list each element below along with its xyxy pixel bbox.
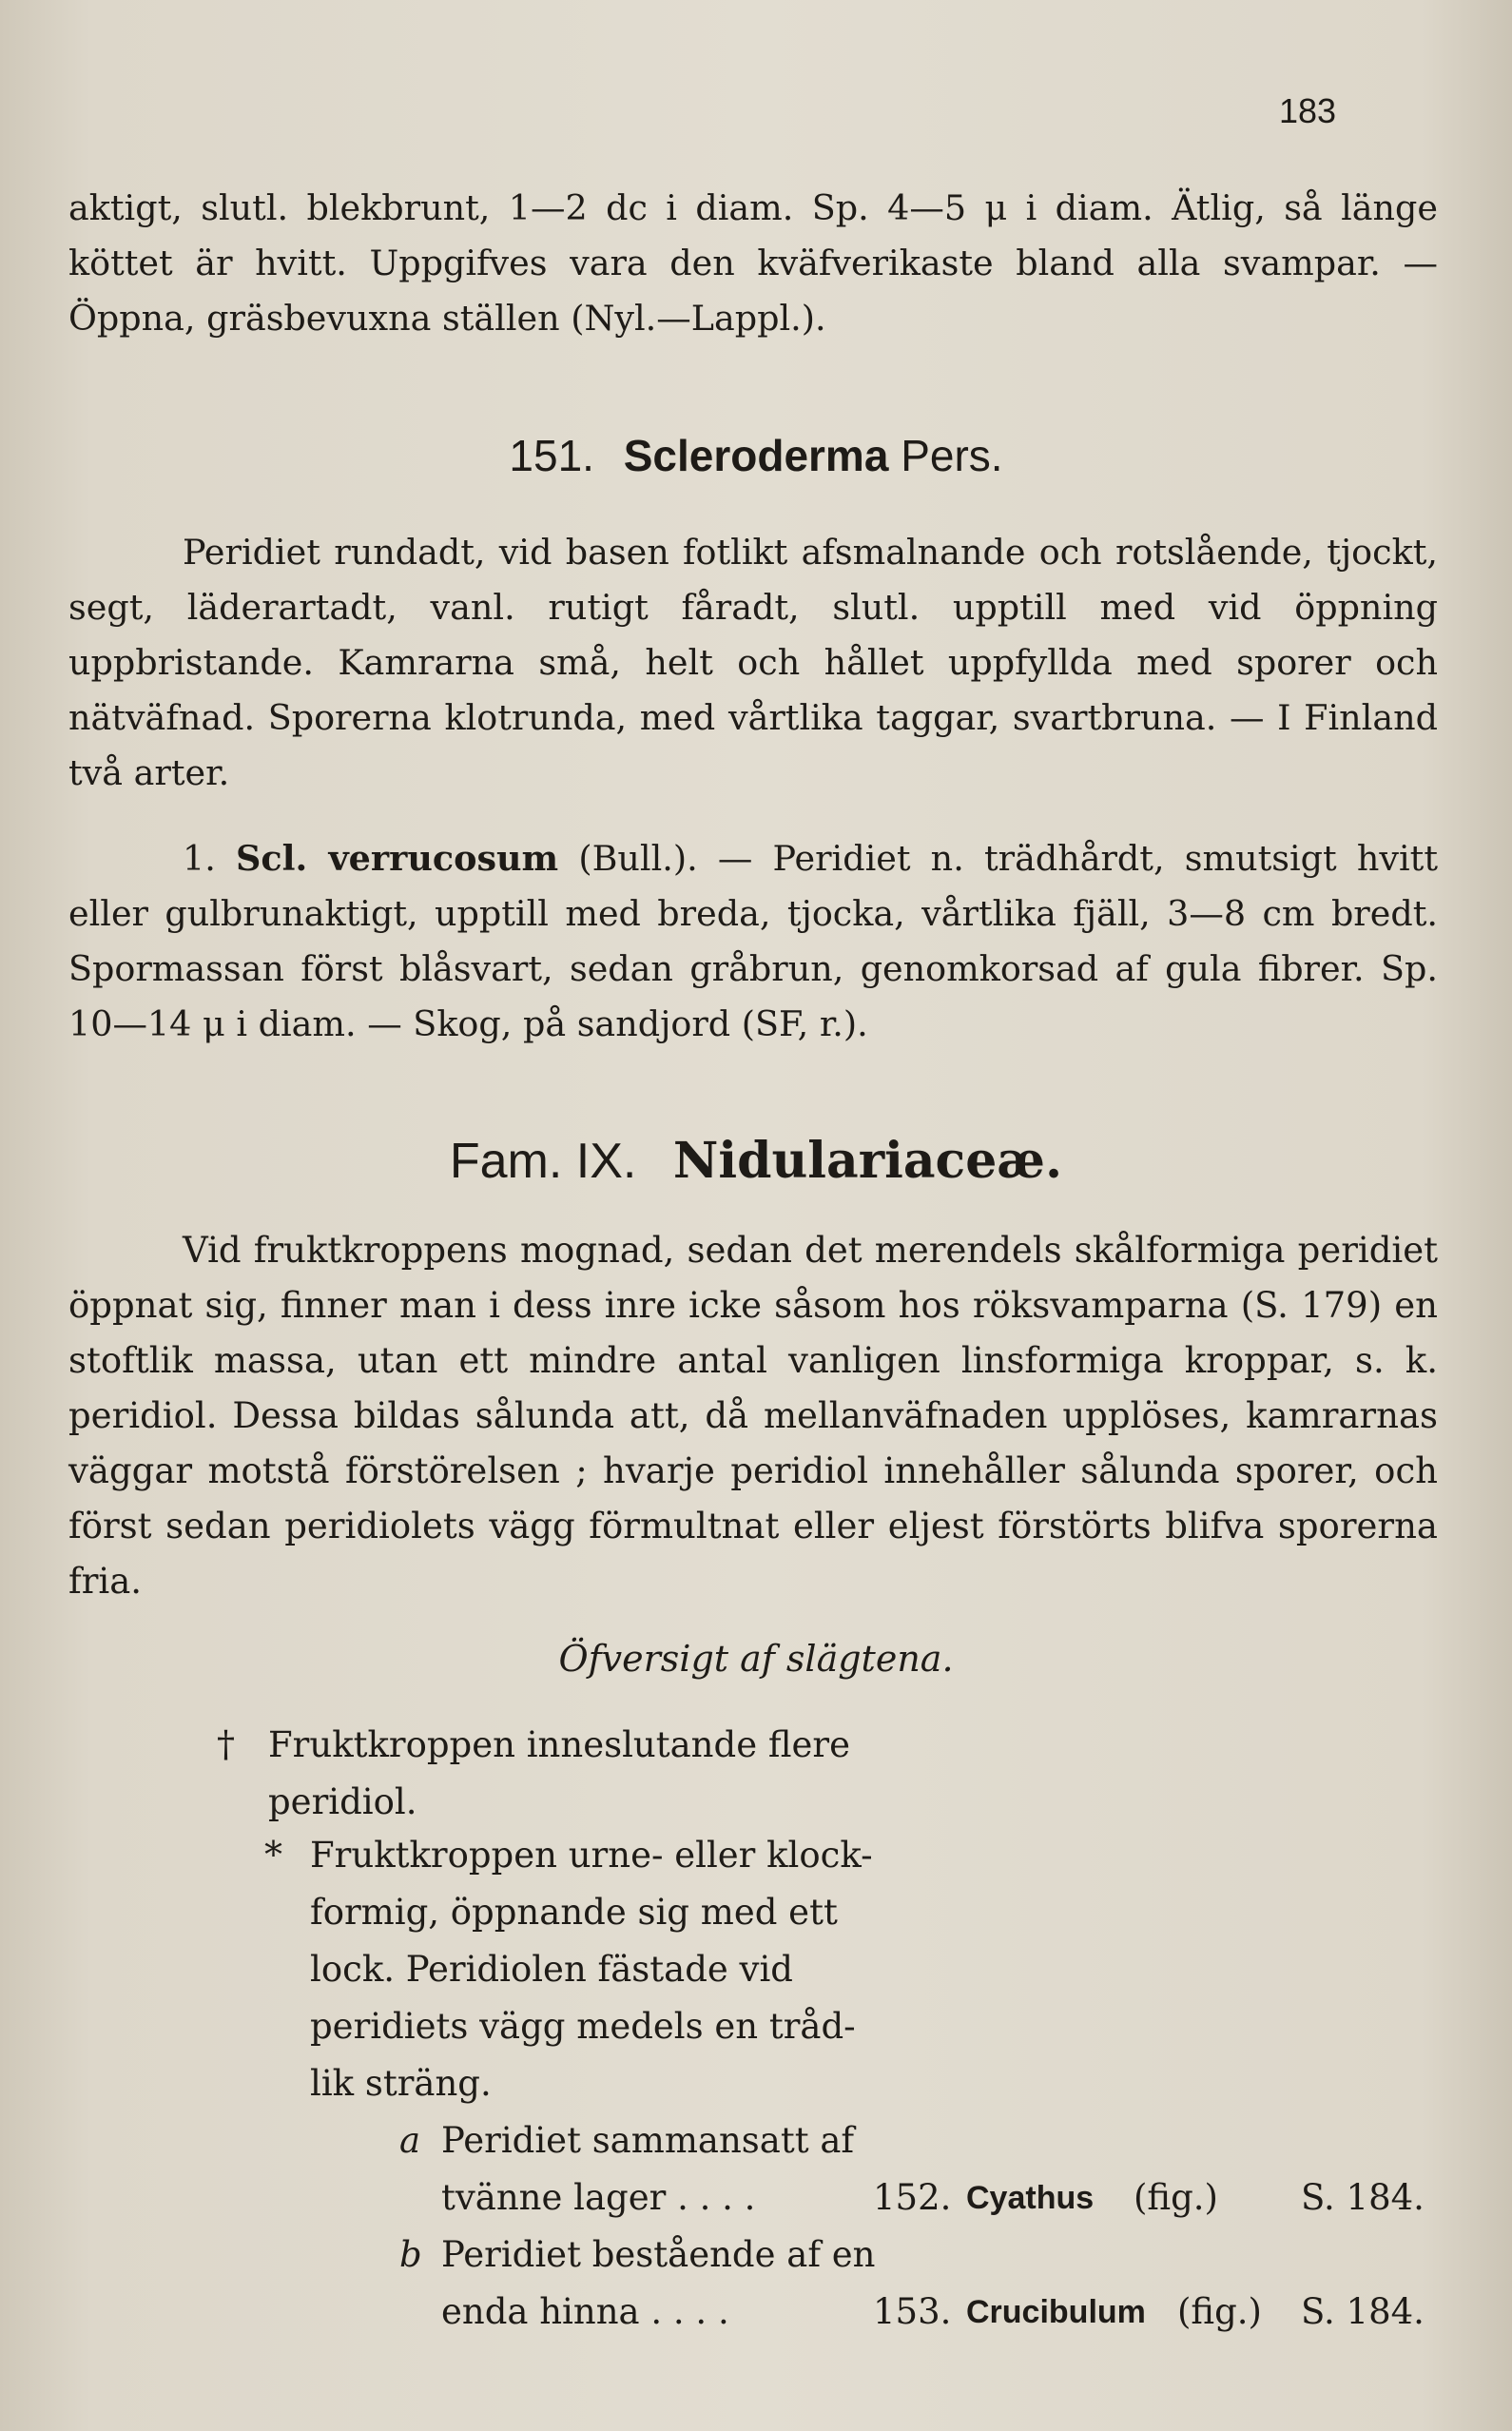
key-b-line-2: enda hinna . . . .	[441, 2291, 729, 2332]
family-description	[68, 1223, 1438, 1609]
key-dagger-line-2: peridiol.	[268, 1781, 417, 1822]
intro-text: aktigt, slutl. blekbrunt, 1—2 dc i diam. Sp. 4—5 μ i diam. Ätlig, så länge köttet är hvitt. Uppgifves vara den kväfverikaste bland alla svampar. — Öppna, gräsbevuxna ställen (Nyl.—Lappl.).	[68, 187, 1438, 339]
star-mark: *	[264, 1834, 282, 1876]
key-b-number: 153.	[873, 2291, 952, 2332]
key-b-line-1: Peridiet bestående af en	[441, 2234, 876, 2275]
key-a-letter: a	[399, 2120, 421, 2161]
key-star-line-2: formig, öppnande sig med ett	[310, 1892, 838, 1933]
genus-151-text: Peridiet rundadt, vid basen fotlikt afsmalnande och rotslående, tjockt, segt, läderartadt, vanl. rutigt fåradt, slutl. upptill med vid öppning uppbristande. Kamrarna små, helt och hållet uppfyllda med sporer och nätväfnad. Sporerna klotrunda, med vårtlika taggar, svartbruna. — I Finland två arter.	[68, 532, 1438, 793]
key-star-line-4: peridiets vägg medels en tråd-	[310, 2006, 856, 2047]
species-1-name: Scl. verrucosum	[236, 838, 559, 879]
key-a-fig: (fig.)	[1134, 2177, 1218, 2218]
key-b-letter: b	[399, 2234, 422, 2275]
family-name: Nidulariaceæ.	[672, 1132, 1063, 1190]
key-star-line-3: lock. Peridiolen fästade vid	[310, 1949, 793, 1990]
intro-paragraph	[68, 181, 1438, 346]
key-dagger-line-1: Fruktkroppen inneslutande flere	[268, 1724, 851, 1765]
page-number: 183	[1279, 91, 1337, 130]
key-a-line-2: tvänne lager . . . .	[441, 2177, 756, 2218]
genus-151-number: 151.	[509, 431, 594, 480]
key-star-line-5: lik sträng.	[310, 2063, 492, 2104]
dagger-mark: †	[217, 1723, 235, 1765]
key-a-number: 152.	[873, 2177, 952, 2218]
family-text: Vid fruktkroppens mognad, sedan det merendels skålformiga peridiet öppnat sig, finner man i dess inre icke såsom hos röksvamparna (S. 179) en stoftlik massa, utan ett mindre antal vanligen linsformiga kroppar, s. k. peridiol. Dessa bildas sålunda att, då mellanväfnaden upplöses, kamrarnas väggar motstå förstörelsen ; hvarje peridiol innehåller sålunda sporer, och först sedan peridiolets vägg förmultnat eller eljest förstörts blifva sporerna fria.	[68, 1230, 1438, 1602]
key-b-page: S. 184.	[1301, 2291, 1425, 2332]
key-b-genus: Crucibulum	[966, 2294, 1146, 2330]
key-a-line-1: Peridiet sammansatt af	[441, 2120, 855, 2161]
species-1-text: (Bull.). — Peridiet n. trädhårdt, smutsigt hvitt eller gulbrunaktigt, upptill med breda, tjocka, vårtlika fjäll, 3—8 cm bredt. Spormassan först blåsvart, sedan gråbrun, genomkorsad af gula fibrer. Sp. 10—14 μ i diam. — Skog, på sandjord (SF, r.).	[68, 838, 1439, 1044]
genus-151-heading	[0, 430, 1512, 481]
key-b-fig: (fig.)	[1177, 2291, 1262, 2332]
species-1-paragraph	[68, 831, 1438, 1052]
key-a-genus: Cyathus	[966, 2180, 1095, 2216]
genus-151-author: Pers.	[901, 431, 1003, 480]
key-a-page: S. 184.	[1301, 2177, 1425, 2218]
species-1	[68, 831, 1438, 1052]
key-heading: Öfversigt af slägtena.	[558, 1638, 954, 1680]
family-heading	[0, 1132, 1512, 1190]
genus-151-description	[68, 525, 1438, 801]
family-label: Fam. IX.	[449, 1134, 637, 1189]
key-star-line-1: Fruktkroppen urne- eller klock-	[310, 1835, 873, 1876]
species-1-number: 1.	[183, 838, 216, 879]
genus-151-name: Scleroderma	[623, 431, 889, 480]
